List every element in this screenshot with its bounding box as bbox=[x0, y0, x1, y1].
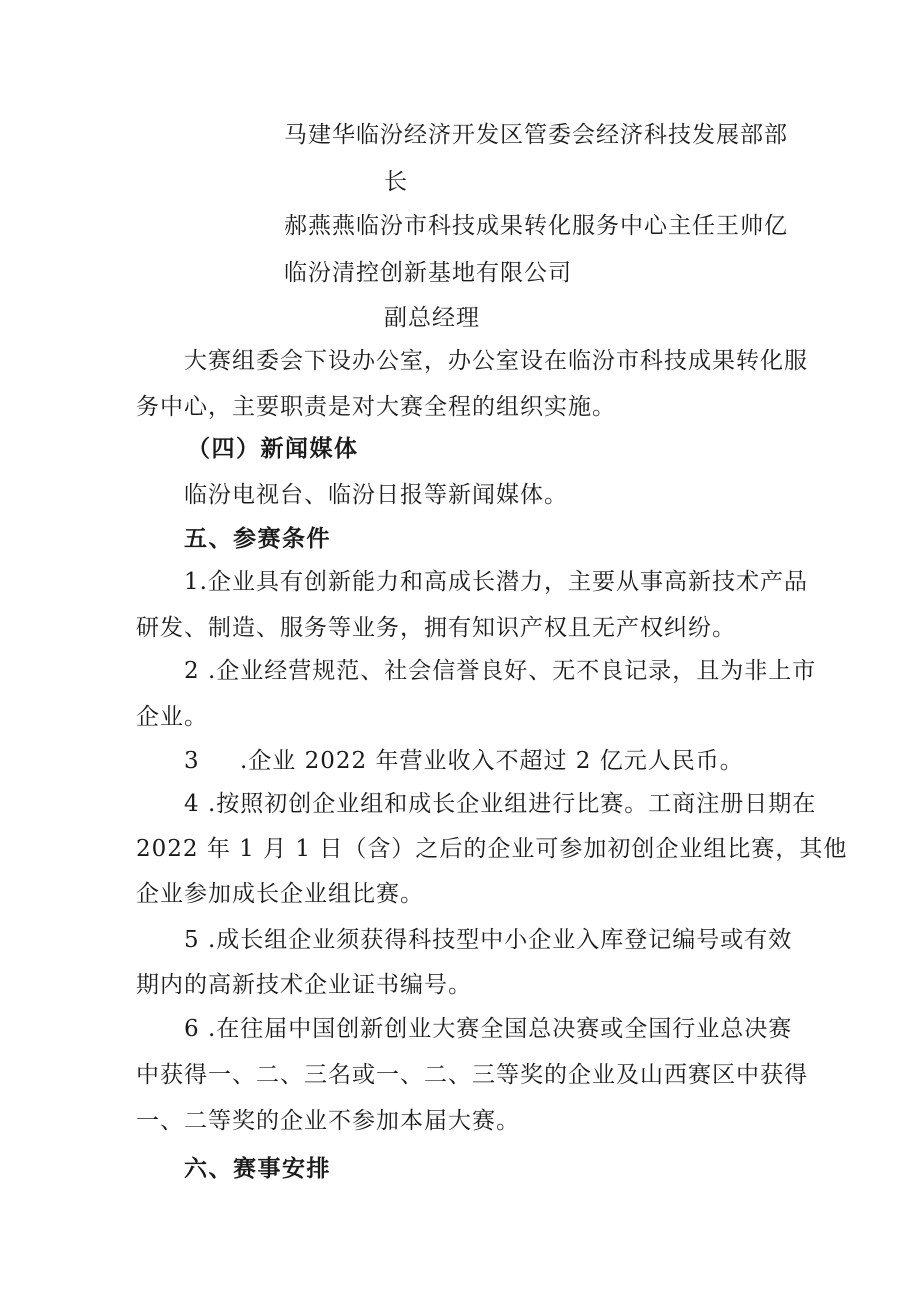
condition-6-line-1: 6 .在往届中国创新创业大赛全国总决赛或全国行业总决赛 bbox=[184, 1016, 793, 1042]
condition-1-line-1: 1.企业具有创新能力和高成长潜力，主要从事高新技术产品 bbox=[184, 569, 808, 595]
conditions-heading: 五、参赛条件 bbox=[184, 526, 331, 552]
condition-1-line-2: 研发、制造、服务等业务，拥有知识产权且无产权纠纷。 bbox=[136, 615, 736, 641]
committee-member-3-line-1: 临汾清控创新基地有限公司 bbox=[284, 260, 572, 286]
office-paragraph-line-1: 大赛组委会下设办公室，办公室设在临汾市科技成果转化服 bbox=[184, 348, 808, 374]
condition-2-line-2: 企业。 bbox=[136, 704, 208, 730]
committee-member-1-line-1: 马建华临汾经济开发区管委会经济科技发展部部 bbox=[284, 122, 788, 148]
condition-4-line-2: 2022 年 1 月 1 日（含）之后的企业可参加初创企业组比赛，其他 bbox=[136, 836, 848, 862]
committee-member-1-line-2: 长 bbox=[384, 169, 408, 195]
condition-3-number: 3 bbox=[184, 748, 200, 774]
condition-6-line-2: 中获得一、二、三名或一、二、三等奖的企业及山西赛区中获得 bbox=[136, 1062, 808, 1088]
office-paragraph-line-2: 务中心，主要职责是对大赛全程的组织实施。 bbox=[136, 394, 616, 420]
committee-member-3-line-2: 副总经理 bbox=[384, 305, 480, 331]
condition-5-line-2: 期内的高新技术企业证书编号。 bbox=[136, 972, 472, 998]
media-heading: （四）新闻媒体 bbox=[187, 436, 359, 462]
condition-2-line-1: 2 .企业经营规范、社会信誉良好、无不良记录，且为非上市 bbox=[184, 658, 817, 684]
condition-3-text: .企业 2022 年营业收入不超过 2 亿元人民币。 bbox=[240, 748, 744, 774]
condition-4-line-1: 4 .按照初创企业组和成长企业组进行比赛。工商注册日期在 bbox=[184, 791, 817, 817]
condition-5-line-1: 5 .成长组企业须获得科技型中小企业入库登记编号或有效 bbox=[184, 927, 793, 953]
condition-4-line-3: 企业参加成长企业组比赛。 bbox=[136, 881, 424, 907]
committee-member-2-line-1: 郝燕燕临汾市科技成果转化服务中心主任王帅亿 bbox=[284, 213, 788, 239]
schedule-heading: 六、赛事安排 bbox=[184, 1156, 331, 1182]
condition-6-line-3: 一、二等奖的企业不参加本届大赛。 bbox=[136, 1108, 520, 1134]
media-text: 临汾电视台、临汾日报等新闻媒体。 bbox=[184, 482, 568, 508]
